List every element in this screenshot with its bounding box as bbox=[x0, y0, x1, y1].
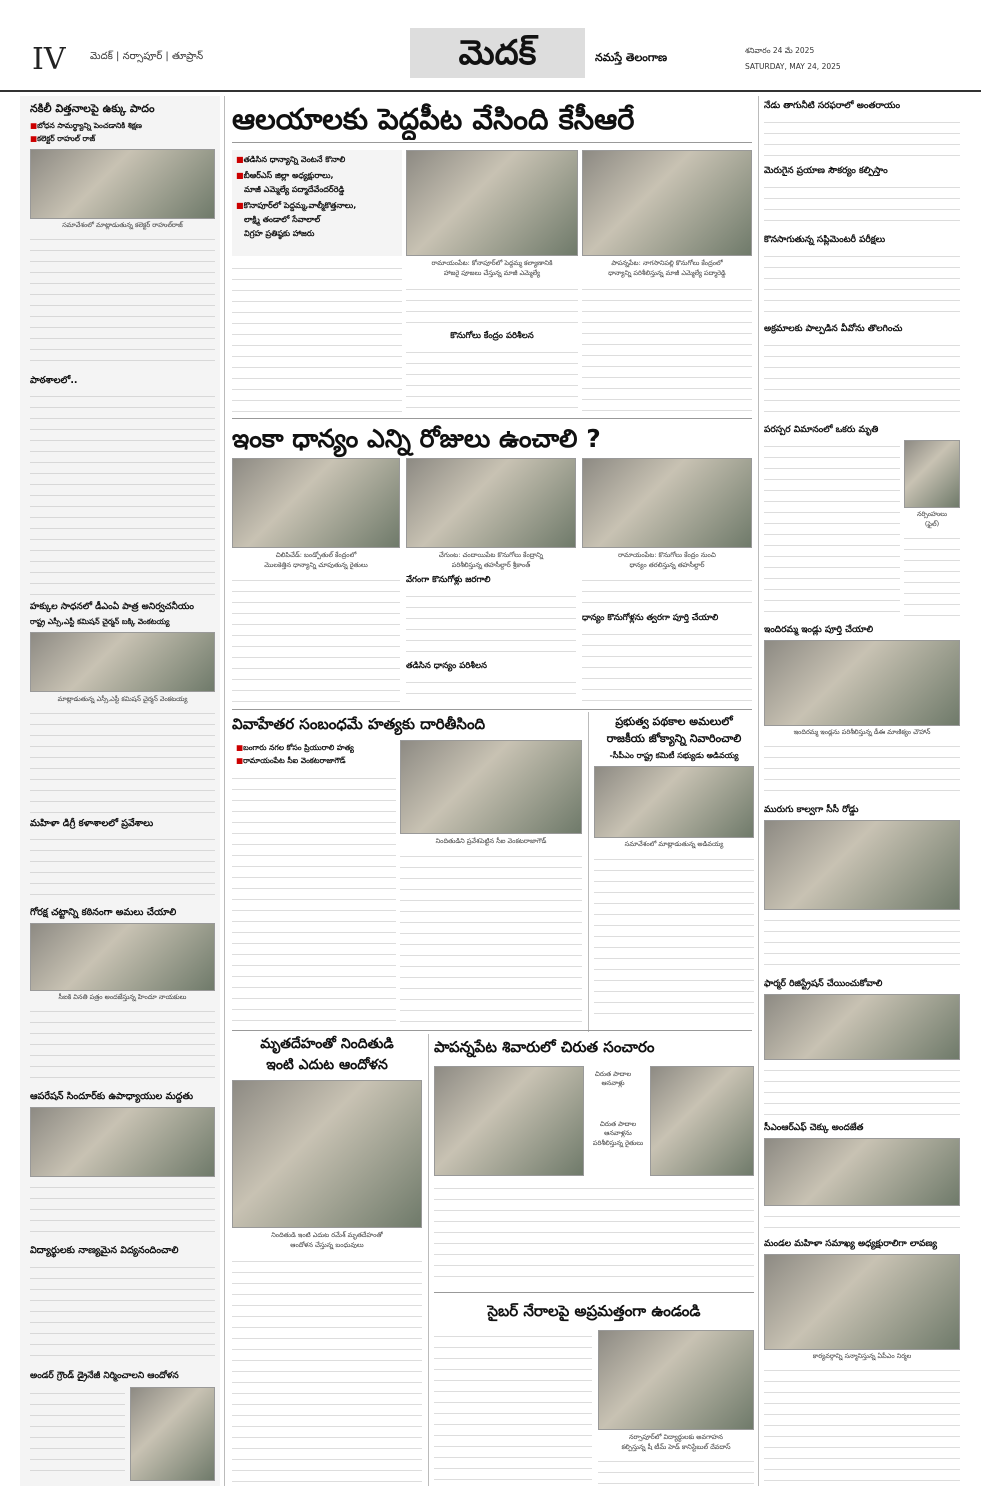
cheque-photo bbox=[764, 1138, 960, 1206]
photo-caption: చేగుంట: చందాయిపేట కొనుగోలు కేంద్రాన్ని bbox=[438, 551, 544, 559]
column-divider bbox=[224, 96, 225, 1486]
bullet-point: ■ కలెక్టర్ రాహుల్ రాజ్ bbox=[30, 134, 215, 145]
bullet-continued: విగ్రహ ప్రతిష్ఠకు హాజరు bbox=[244, 229, 315, 238]
temple-photo bbox=[406, 150, 578, 256]
article-subhead: రాష్ట్ర ఎస్సీ,ఎస్టీ కమిషన్ చైర్మన్ బక్కి వెంకటయ్య bbox=[30, 617, 170, 626]
photo-caption: పాపన్నపేట: నాగసానిపల్లి కొనుగోలు కేంద్రంలో bbox=[611, 259, 723, 267]
teachers-photo bbox=[30, 1107, 215, 1177]
photo-caption: ధాన్యం తరలిస్తున్న తహసీల్దార్ bbox=[629, 561, 705, 569]
article-body bbox=[232, 574, 400, 704]
bullet-point: ■ బీఆర్‌ఎస్ జిల్లా అధ్యక్షురాలు, bbox=[236, 170, 401, 182]
photo-caption: ధాన్యాన్ని పరిశీలిస్తున్న మాజీ ఎమ్మెల్యే పద్మారెడ్డి bbox=[608, 269, 726, 277]
date-english: SATURDAY, MAY 24, 2025 bbox=[745, 62, 841, 71]
protest-photo bbox=[130, 1387, 215, 1481]
bullet-point: ■ కొనాపూర్‌లో పెద్దమ్మ,వాల్మీకొత్తనాలు, bbox=[236, 200, 401, 212]
grain-headline: ఇంకా ధాన్యం ఎన్ని రోజులు ఉంచాలి ? bbox=[232, 424, 601, 453]
photo-caption: కల్పిస్తున్న షీ టీమ్ హెడ్ కానిస్టేబుల్ దేవదాస్ bbox=[621, 1443, 731, 1451]
article-subhead: తడిసిన ధాన్యం పరిశీలన bbox=[406, 661, 487, 671]
article-body bbox=[30, 1387, 125, 1481]
article-headline: మురుగు కాల్వగా సీసీ రోడ్డు bbox=[764, 805, 859, 815]
bullet-point: ■ తడిసిన ధాన్యాన్ని వెంటనే కొనాలి bbox=[236, 154, 401, 166]
grain-photo bbox=[582, 150, 752, 256]
commission-photo bbox=[30, 632, 215, 692]
article-headline: నకిలీ విత్తనాలపై ఉక్కు పాదం bbox=[30, 102, 155, 115]
newspaper-name: నమస్తే తెలంగాణ bbox=[595, 51, 668, 64]
divider bbox=[232, 142, 752, 143]
article-subhead: కొనుగోలు కేంద్రం పరిశీలన bbox=[450, 331, 534, 341]
article-subhead: -సీపీఎం రాష్ట్ర కమిటీ సభ్యుడు అడివయ్య bbox=[609, 751, 739, 760]
article-headline: మహిళా డిగ్రీ కళాశాలలో ప్రవేశాలు bbox=[30, 818, 154, 829]
divider bbox=[232, 418, 752, 419]
article-body bbox=[30, 1261, 215, 1366]
photo-caption: చిరుత పాదాల bbox=[594, 1070, 632, 1078]
photo-caption: ఇందిరమ్మ ఇండ్లను పరిశీలిస్తున్న డీఈ మాణిక్యం చౌహాన్ bbox=[793, 728, 931, 736]
article-headline: పాఠశాలలో.. bbox=[30, 375, 78, 386]
article-headline: పరస్పర విమానంలో ఒకరు మృతి bbox=[764, 425, 879, 435]
divider bbox=[434, 1292, 754, 1293]
article-body bbox=[434, 1330, 592, 1484]
article-body bbox=[582, 283, 752, 412]
photo-caption: హాజరై పూజలు చేస్తున్న మాజీ ఎమ్మెల్యే bbox=[443, 269, 541, 277]
murder-headline: వివాహేతర సంబంధమే హత్యకు దారితీసింది bbox=[232, 715, 486, 733]
portrait-photo bbox=[904, 440, 960, 508]
inspection-photo bbox=[406, 458, 576, 548]
protest-photo bbox=[232, 1080, 422, 1228]
article-headline: మండల మహిళా సమాఖ్య అధ్యక్షురాలిగా లావణ్య bbox=[764, 1239, 937, 1249]
article-headline: విద్యార్థులకు నాణ్యమైన విద్యనందించాలి bbox=[30, 1245, 179, 1256]
photo-caption: సమావేశంలో మాట్లాడుతున్న అడివయ్య bbox=[624, 840, 724, 848]
article-headline: అక్రమాలకు పాల్పడిన వీవోను తొలగించు bbox=[764, 324, 903, 334]
photo-caption: పరిశీలిస్తున్న తహసీల్దార్ శ్రీకాంత్ bbox=[451, 561, 531, 569]
photo-caption: చిలిపిచేడ్: బండ్పోతుల్ కేంద్రంలో bbox=[275, 551, 357, 559]
photo-caption: ఆందోళన చేస్తున్న బంధువులు bbox=[290, 1241, 364, 1249]
column-divider bbox=[588, 712, 589, 1032]
article-body bbox=[406, 676, 576, 704]
protest-headline: ఇంటి ఎదుట ఆందోళన bbox=[266, 1057, 388, 1073]
article-body bbox=[400, 850, 582, 1024]
felicitation-photo bbox=[764, 1254, 960, 1350]
article-headline: హక్కుల సాధనలో డీఎంఏ పాత్ర అనిర్వచనీయం bbox=[30, 602, 194, 612]
bullet-continued: మాజీ ఎమ్మెల్యే పద్మాదేవేందర్‌రెడ్డి bbox=[244, 185, 345, 194]
petition-photo bbox=[30, 923, 215, 991]
article-body bbox=[598, 1455, 754, 1484]
article-headline: ఫార్మర్ రిజిస్ట్రేషన్ చేయించుకోవాలి bbox=[764, 979, 883, 989]
date-telugu: శనివారం 24 మే 2025 bbox=[745, 46, 815, 55]
article-body bbox=[764, 440, 900, 620]
article-body bbox=[764, 181, 960, 231]
article-headline: అండర్ గ్రౌండ్ డ్రైనేజీ నిర్మించాలని ఆందోళన bbox=[30, 1371, 179, 1381]
article-body bbox=[764, 1364, 960, 1484]
article-body bbox=[764, 1064, 960, 1118]
article-body bbox=[764, 740, 960, 800]
photo-caption: ఆనవాళ్లను bbox=[604, 1129, 632, 1138]
article-body bbox=[594, 853, 754, 1024]
divider bbox=[232, 709, 752, 710]
article-body bbox=[582, 628, 752, 704]
article-body bbox=[30, 1181, 215, 1241]
cpm-headline: ప్రభుత్వ పథకాల అమలులో bbox=[615, 715, 733, 728]
photo-caption: నిందితుడిని ప్రవేశపెట్టిన సీఐ వెంకటరాజాగౌడ్ bbox=[435, 837, 547, 845]
article-body bbox=[30, 233, 215, 371]
page-number: IV bbox=[32, 42, 66, 77]
article-headline: నేడు తాగునీటి సరఫరాలో అంతరాయం bbox=[764, 101, 901, 111]
pugmark-photo bbox=[434, 1066, 584, 1176]
leopard-headline: పాపన్నపేట శివారులో చిరుత సంచారం bbox=[434, 1038, 655, 1056]
awareness-photo bbox=[598, 1330, 754, 1430]
photo-caption: ఆనవాళ్లు bbox=[601, 1079, 625, 1088]
article-body bbox=[764, 116, 960, 162]
article-body bbox=[232, 772, 396, 1024]
photo-caption: రామాయంపేట: కొనుగోలు కేంద్రం నుంచి bbox=[618, 551, 716, 559]
column-divider bbox=[428, 1034, 429, 1486]
photo-caption: నర్సాపూర్‌లో విద్యార్థులకు అవగాహన bbox=[628, 1433, 723, 1441]
edition-cities: మెదక్ | నర్సాపూర్ | తూప్రాన్ bbox=[90, 51, 204, 62]
article-subhead: వేగంగా కొనుగోళ్లు జరగాలి bbox=[406, 575, 491, 585]
grain-photo bbox=[232, 458, 400, 548]
article-body bbox=[764, 1210, 960, 1234]
farmers-photo bbox=[650, 1066, 754, 1176]
bullet-continued: లాక్ష్మి తండాలో సేవాలాల్ bbox=[244, 215, 321, 224]
article-body bbox=[232, 262, 402, 412]
cpm-meeting-photo bbox=[594, 766, 754, 838]
article-body bbox=[434, 1182, 754, 1286]
photo-caption: మొలకెత్తిన ధాన్యాన్ని చూపుతున్న రైతులు bbox=[264, 561, 368, 569]
article-body bbox=[30, 390, 215, 597]
article-body bbox=[764, 914, 960, 974]
bullet-point: ■ బోధన సామర్థ్యాన్ని పెంచడానికి శిక్షణ bbox=[30, 121, 215, 132]
farmers-caption bbox=[588, 1120, 648, 1148]
article-headline: ఇందిరమ్మ ఇండ్లు పూర్తి చేయాలి bbox=[764, 625, 874, 635]
photo-caption: చిరుత పాదాల bbox=[599, 1120, 637, 1128]
article-headline: గోరక్ష చట్టాన్ని కఠినంగా అమలు చేయాలి bbox=[30, 907, 177, 918]
drain-road-photo bbox=[764, 820, 960, 910]
article-body bbox=[406, 283, 578, 325]
cpm-headline: రాజకీయ జోక్యాన్ని నివారించాలి bbox=[606, 732, 742, 745]
photo-caption: (ఫైల్) bbox=[924, 520, 940, 528]
pugmark-caption bbox=[588, 1070, 638, 1089]
article-body bbox=[406, 590, 576, 656]
article-body bbox=[764, 339, 960, 421]
photo-caption: నిందితుడి ఇంటి ఎదుట రమేశ్ మృతదేహంతో bbox=[271, 1231, 383, 1239]
article-body bbox=[764, 250, 960, 320]
meeting-photo bbox=[30, 149, 215, 219]
photo-caption: మాట్లాడుతున్న ఎస్సీ,ఎస్టీ కమిషన్ చైర్మన్ వెంకటయ్య bbox=[57, 695, 188, 703]
article-body bbox=[30, 1005, 215, 1087]
article-body bbox=[30, 707, 215, 814]
photo-caption: సమావేశంలో మాట్లాడుతున్న కలెక్టర్ రాహుల్‌రాజ్ bbox=[62, 221, 183, 229]
photo-caption: నర్సింహులు bbox=[916, 510, 948, 518]
housing-photo bbox=[764, 640, 960, 726]
protest-headline: మృతదేహంతో నిందితుడి bbox=[260, 1036, 394, 1052]
article-subhead: ధాన్యం కొనుగోళ్లను త్వరగా పూర్తి చేయాలి bbox=[582, 613, 719, 623]
article-headline: కొనసాగుతున్న సప్లిమెంటరీ పరీక్షలు bbox=[764, 235, 886, 245]
article-body bbox=[30, 833, 215, 903]
article-headline: ఆపరేషన్ సిందూర్‌కు ఉపాధ్యాయుల మద్దతు bbox=[30, 1091, 194, 1102]
photo-caption: రామాయంపేట: కోనాపూర్‌లో పెద్దమ్మ కల్యాణానికి bbox=[431, 259, 553, 267]
police-photo bbox=[400, 740, 582, 834]
article-headline: మెరుగైన ప్రయాణ సౌకర్యం కల్పిస్తాం bbox=[764, 166, 888, 176]
article-body bbox=[582, 574, 752, 608]
article-headline: సీఎంఆర్‌ఎఫ్ చెక్కు అందజేత bbox=[764, 1123, 864, 1133]
cyber-headline: సైబర్ నేరాలపై అప్రమత్తంగా ఉండండి bbox=[487, 1302, 701, 1320]
divider bbox=[232, 1030, 752, 1031]
column-divider bbox=[758, 96, 759, 1486]
photo-caption: కార్యవర్గాన్ని సన్మానిస్తున్న ఏపీఎం నిర్మల bbox=[812, 1352, 912, 1360]
article-body bbox=[406, 346, 578, 412]
bullet-point: ■ బంగారు నగల కోసం ప్రియురాలి హత్య bbox=[236, 743, 396, 754]
article-body bbox=[904, 532, 960, 620]
photo-caption: సీఐకి వినతి పత్రం అందజేస్తున్న హిందూ నాయకులు bbox=[58, 993, 187, 1001]
article-body bbox=[232, 1255, 422, 1483]
lead-headline: ఆలయాలకు పెద్దపీట వేసింది కేసీఆరే bbox=[232, 102, 635, 136]
grain-truck-photo bbox=[582, 458, 752, 548]
edition-title: మెదక్ bbox=[410, 28, 585, 78]
farmers-meeting-photo bbox=[764, 994, 960, 1060]
photo-caption: పరిశీలిస్తున్న రైతులు bbox=[592, 1138, 644, 1147]
bullet-point: ■ రామాయంపేట సీఐ వెంకటరాజాగౌడ్ bbox=[236, 756, 396, 767]
